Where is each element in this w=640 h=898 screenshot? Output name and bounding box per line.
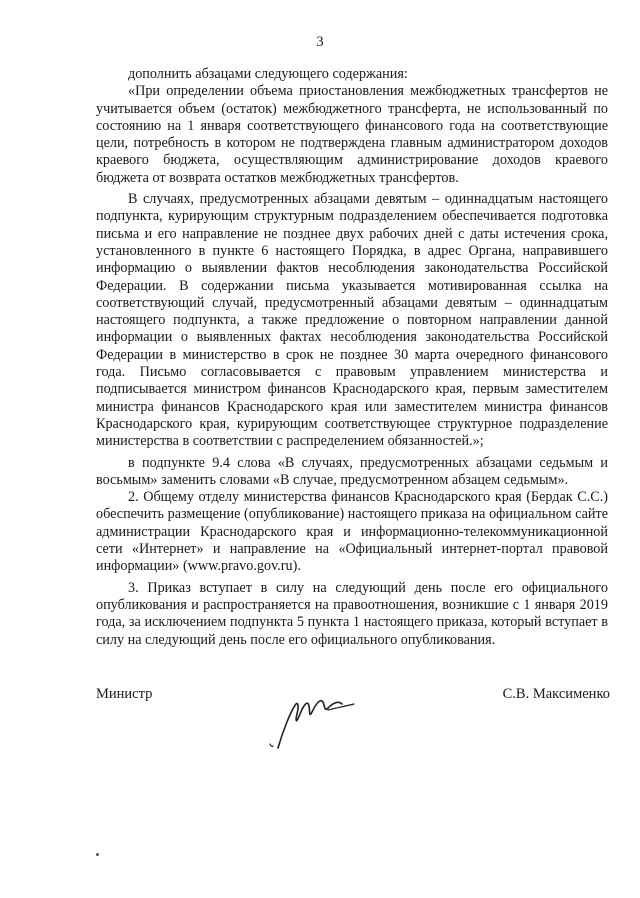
handwritten-signature bbox=[262, 690, 372, 750]
paragraph-subclause-9-4: в подпункте 9.4 слова «В случаях, предусмотренных абзацами седьмым и восьмым» заменить словами «В случае, предусмотренном абзацем седьмым». bbox=[96, 454, 608, 488]
signatory-name: С.В. Максименко bbox=[502, 686, 610, 702]
paragraph-intro: дополнить абзацами следующего содержания: bbox=[128, 66, 408, 82]
paragraph-quote-start: «При определении объема приостановления межбюджетных трансфертов не учитывается объем (остаток) межбюджетного трансферта, не использованный по состоянию на 1 января соответствующего финансового года на соответствующие цели, потребность в котором не подтверждена главным администратором доходов краевого бюджета, осуществляющим администрирование доходов краевого бюджета от возврата остатков межбюджетных трансфертов. bbox=[96, 83, 608, 186]
scan-speck bbox=[96, 853, 99, 856]
signatory-role: Министр bbox=[96, 686, 153, 702]
paragraph-item-2: 2. Общему отделу министерства финансов Краснодарского края (Бердак С.С.) обеспечить размещение (опубликование) настоящего приказа на официальном сайте администрации Краснодарского края и информационно-телекоммуникационной сети «Интернет» и направление на «Официальный интернет-портал правовой информации» (www.pravo.gov.ru). bbox=[96, 489, 608, 575]
paragraph-cases: В случаях, предусмотренных абзацами девятым – одиннадцатым настоящего подпункта, курирующим структурным подразделением обеспечивается подготовка письма и его направление не позднее двух рабочих дней с даты истечения срока, установленного в пункте 6 настоящего Порядка, в адрес Органа, направившего информацию о выявлении фактов несоблюдения законодательства Российской Федерации. В содержании письма указывается мотивированная ссылка на соответствующий случай, предусмотренный абзацами девятым – одиннадцатым настоящего подпункта, а также предложение о повторном направлении данной информации о выявленных фактах несоблюдения законодательства Российской Федерации в министерство в срок не позднее 30 марта очередного финансового года. Письмо согласовывается с правовым управлением министерства и подписывается министром финансов Краснодарского края, первым заместителем министра финансов Краснодарского края или заместителем министра финансов Краснодарского края, курирующим соответствующее структурное подразделение министерства в соответствии с распределением обязанностей.»; bbox=[96, 191, 608, 450]
paragraph-item-3: 3. Приказ вступает в силу на следующий день после его официального опубликования и распространяется на правоотношения, возникшие с 1 января 2019 года, за исключением подпункта 5 пункта 1 настоящего приказа, который вступает в силу на следующий день после его официального опубликования. bbox=[96, 579, 608, 648]
page-number: 3 bbox=[316, 34, 324, 50]
document-body bbox=[96, 66, 608, 649]
